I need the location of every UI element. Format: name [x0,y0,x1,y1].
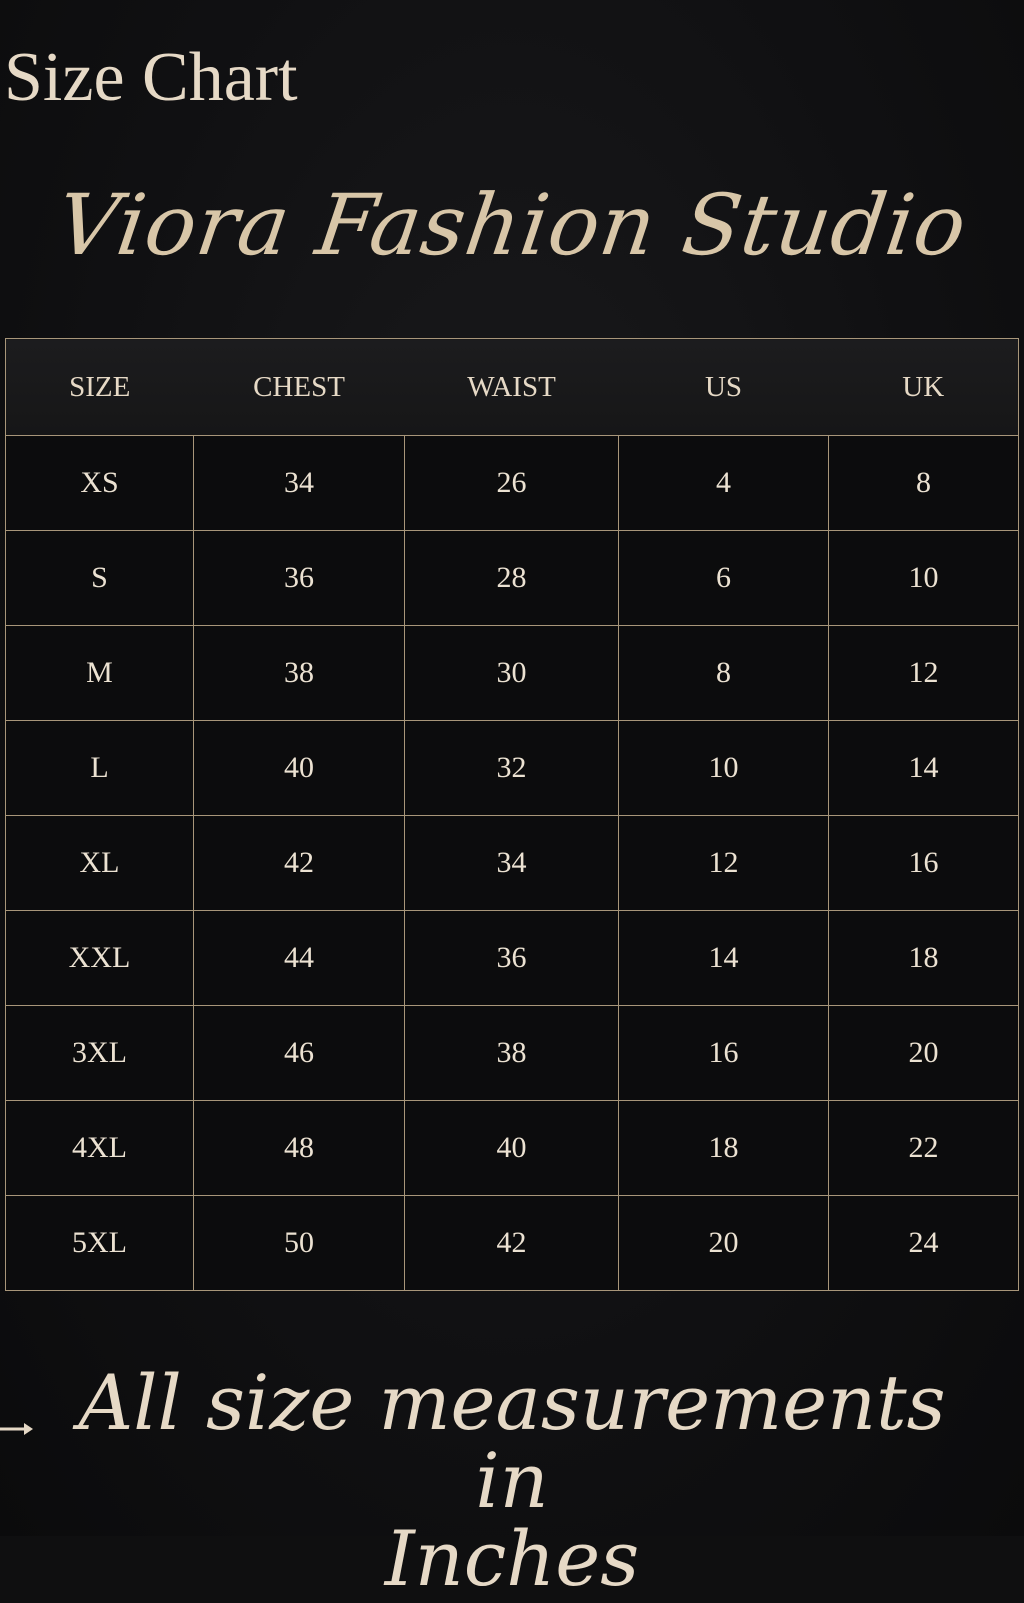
measurement-note-line2: Inches [384,1514,640,1603]
us-cell: 8 [619,626,829,721]
us-cell: 6 [619,531,829,626]
table-row [6,721,1019,816]
waist-cell: 34 [405,816,619,911]
us-cell: 14 [619,911,829,1006]
waist-cell: 30 [405,626,619,721]
waist-cell: 40 [405,1101,619,1196]
us-cell: 20 [619,1196,829,1291]
uk-cell: 18 [829,911,1019,1006]
chest-cell: 44 [194,911,405,1006]
us-cell: 12 [619,816,829,911]
chest-cell: 36 [194,531,405,626]
table-row [6,531,1019,626]
chest-cell: 42 [194,816,405,911]
chest-cell: 46 [194,1006,405,1101]
arrow-icon [0,1420,36,1438]
uk-cell: 20 [829,1006,1019,1101]
chest-cell: 40 [194,721,405,816]
uk-cell: 24 [829,1196,1019,1291]
brand-name: Viora Fashion Studio [50,176,974,274]
chest-cell: 34 [194,436,405,531]
table-row [6,816,1019,911]
table-row [6,1101,1019,1196]
waist-cell: 38 [405,1006,619,1101]
waist-cell: 36 [405,911,619,1006]
us-cell: 10 [619,721,829,816]
waist-cell: 32 [405,721,619,816]
size-cell: L [6,721,194,816]
header-size: SIZE [6,339,194,436]
table-row [6,911,1019,1006]
size-cell: 4XL [6,1101,194,1196]
table-row [6,436,1019,531]
uk-cell: 16 [829,816,1019,911]
table-row [6,626,1019,721]
page-title: Size Chart [4,39,298,116]
table-header-row [6,339,1019,436]
waist-cell: 28 [405,531,619,626]
size-cell: M [6,626,194,721]
waist-cell: 26 [405,436,619,531]
header-chest: CHEST [194,339,405,436]
size-table [5,338,1019,1291]
size-cell: 3XL [6,1006,194,1101]
chest-cell: 48 [194,1101,405,1196]
header-us: US [619,339,829,436]
chest-cell: 50 [194,1196,405,1291]
size-cell: S [6,531,194,626]
uk-cell: 8 [829,436,1019,531]
size-cell: XS [6,436,194,531]
size-cell: XL [6,816,194,911]
measurement-note-line1: All size measurements in [78,1358,946,1525]
us-cell: 4 [619,436,829,531]
header-uk: UK [829,339,1019,436]
size-cell: XXL [6,911,194,1006]
table-row [6,1006,1019,1101]
waist-cell: 42 [405,1196,619,1291]
uk-cell: 10 [829,531,1019,626]
size-cell: 5XL [6,1196,194,1291]
table-row [6,1196,1019,1291]
chest-cell: 38 [194,626,405,721]
measurement-note [40,1358,984,1603]
header-waist: WAIST [405,339,619,436]
us-cell: 16 [619,1006,829,1101]
uk-cell: 12 [829,626,1019,721]
uk-cell: 14 [829,721,1019,816]
uk-cell: 22 [829,1101,1019,1196]
us-cell: 18 [619,1101,829,1196]
